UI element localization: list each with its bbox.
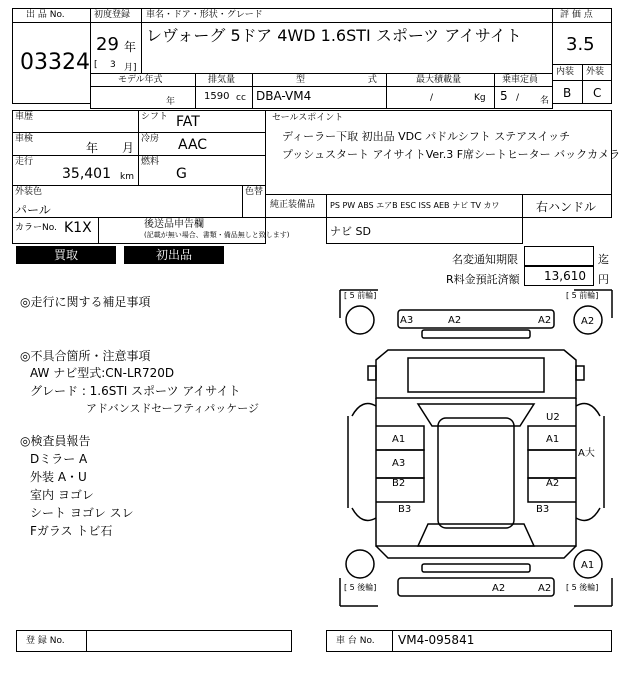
registration-month-open: [ — [94, 60, 98, 70]
registration-month: 3 — [110, 60, 116, 70]
car-title: レヴォーグ 5ドア 4WD 1.6STI スポーツ アイサイト — [146, 26, 522, 45]
equipment-label: 純正装備品 — [270, 200, 316, 210]
score-label: 評 価 点 — [560, 10, 593, 20]
sales-points-line2: プッシュスタート アイサイトVer.3 F席シートヒーター バックカメラ — [282, 148, 621, 161]
capacity-unit: 名 — [540, 96, 550, 106]
color-no-value: K1X — [64, 220, 92, 236]
lot-number-label: 出 品 No. — [26, 10, 65, 20]
mark-front-center-a2: A2 — [448, 315, 462, 326]
interior-grade: B — [563, 86, 572, 100]
inspector-line-1: Dミラー A — [30, 452, 88, 466]
capacity-value: 5 — [500, 89, 508, 103]
inspector-line-3: 室内 ヨゴレ — [30, 488, 94, 502]
recycle-value: 13,610 — [544, 269, 586, 283]
max-load-sep: / — [430, 93, 434, 103]
ac-value: AAC — [178, 137, 208, 153]
first-listing-tag: 初出品 — [124, 246, 224, 264]
car-damage-diagram — [338, 288, 614, 608]
mark-right-front-door-a1: A1 — [546, 434, 560, 445]
max-load-unit: Kg — [474, 93, 486, 103]
mark-u2: U2 — [546, 412, 560, 423]
mark-rear-center-a2: A2 — [492, 583, 506, 594]
defect-line-2: グレード : 1.6STI スポーツ アイサイト — [30, 384, 241, 398]
chassis-number: VM4-095841 — [398, 633, 475, 647]
car-title-label: 車名・ドア・形状・グレード — [146, 10, 263, 20]
name-change-unit: 迄 — [598, 253, 609, 266]
mark-left-front-door-a1: A1 — [392, 434, 406, 445]
registration-year-unit: 年 — [124, 40, 137, 54]
type-label: 型 式 — [296, 75, 407, 85]
mark-right-rear-fender-b3: B3 — [536, 504, 550, 515]
mark-front-tire-right-a2: A2 — [581, 316, 595, 327]
inspection-year-unit: 年 — [86, 141, 99, 155]
inspector-line-2: 外装 A・U — [30, 470, 87, 484]
mileage-value: 35,401 — [62, 166, 111, 182]
registration-month-unit: 月] — [124, 63, 137, 73]
mark-left-rear-door-a3: A3 — [392, 458, 406, 469]
aftermarket-label: 後送品申告欄 — [144, 219, 204, 230]
defects-label: ◎不具合箇所・注意事項 — [20, 349, 151, 363]
mark-front-right-a2: A2 — [538, 315, 552, 326]
max-load-label: 最大積載量 — [416, 75, 462, 85]
shift-value: FAT — [176, 114, 200, 130]
type-value: DBA-VM4 — [256, 89, 312, 103]
mark-left-rear-fender-b3: B3 — [398, 504, 412, 515]
tire-front-left: [ 5 前輪] — [344, 291, 377, 300]
tire-front-right: [ 5 前輪] — [566, 291, 599, 300]
aftermarket-note: (記載が無い場合、書類・備品無しと致します) — [144, 231, 290, 239]
repaint-label: 色替 — [245, 187, 264, 197]
fuel-label: 燃料 — [141, 157, 160, 167]
inspector-label: ◎検査員報告 — [20, 434, 91, 448]
exterior-label: 外装 — [586, 67, 605, 77]
name-change-label: 名変通知期限 — [452, 253, 518, 266]
defect-line-1: AW ナビ型式:CN-LR720D — [30, 366, 175, 380]
displacement-unit: cc — [236, 93, 246, 103]
registration-number-label: 登 録 No. — [26, 636, 65, 646]
displacement-value: 1590 — [204, 91, 230, 102]
inspector-line-5: Fガラス トビ石 — [30, 524, 113, 538]
capacity-sep: / — [516, 93, 520, 103]
aftermarket-item: ナビ SD — [330, 225, 371, 238]
name-change-box — [524, 246, 594, 266]
mark-right-rear-door-a2: A2 — [546, 478, 560, 489]
defect-line-3: アドバンスドセーフティパッケージ — [86, 402, 260, 415]
mark-rear-right-a2: A2 — [538, 583, 552, 594]
lot-number: 03324 — [20, 50, 90, 75]
first-registration-label: 初度登録 — [94, 10, 131, 20]
exterior-grade: C — [593, 86, 602, 100]
mark-left-rear-door-b2: B2 — [392, 478, 406, 489]
equipment-items: PS PW ABS エアB ESC ISS AEB ナビ TV カワ — [330, 201, 500, 210]
inspection-label: 車検 — [15, 134, 34, 144]
displacement-label: 排気量 — [208, 75, 236, 85]
color-no-label: カラーNo. — [15, 223, 57, 233]
mark-front-left-a3: A3 — [400, 315, 414, 326]
score-value: 3.5 — [566, 34, 595, 55]
tire-rear-right: [ 5 後輪] — [566, 583, 599, 592]
chassis-number-label: 車 台 No. — [336, 636, 375, 646]
recycle-unit: 円 — [598, 273, 609, 286]
ac-label: 冷房 — [141, 134, 160, 144]
sales-points-line1: ディーラー下取 初出品 VDC パドルシフト ステアスイッチ — [282, 130, 571, 143]
ext-color-label: 外装色 — [15, 187, 43, 197]
registration-year: 29 — [96, 34, 119, 55]
handle-value: 右ハンドル — [536, 200, 597, 214]
mileage-label: 走行 — [15, 157, 34, 167]
ext-color-value: パール — [15, 203, 51, 217]
interior-label: 内装 — [556, 67, 575, 77]
fuel-value: G — [176, 166, 187, 182]
capacity-label: 乗車定員 — [502, 75, 539, 85]
inspector-line-4: シート ヨゴレ スレ — [30, 506, 134, 520]
inspection-month-unit: 月 — [122, 141, 135, 155]
mark-rear-tire-right-a1: A1 — [581, 560, 595, 571]
model-year-label: モデル年式 — [118, 75, 163, 85]
sales-points-label: セールスポイント — [272, 113, 344, 123]
mileage-unit: km — [120, 172, 134, 182]
shift-label: シフト — [141, 112, 169, 122]
tire-rear-left: [ 5 後輪] — [344, 583, 377, 592]
recycle-label: R料金預託済額 — [446, 273, 520, 286]
model-year-unit: 年 — [166, 97, 176, 107]
driving-notes-label: ◎走行に関する補足事項 — [20, 295, 151, 309]
mark-right-side-a-dai: A大 — [578, 448, 595, 459]
buyout-tag: 買取 — [16, 246, 116, 264]
history-label: 車歴 — [15, 112, 34, 122]
